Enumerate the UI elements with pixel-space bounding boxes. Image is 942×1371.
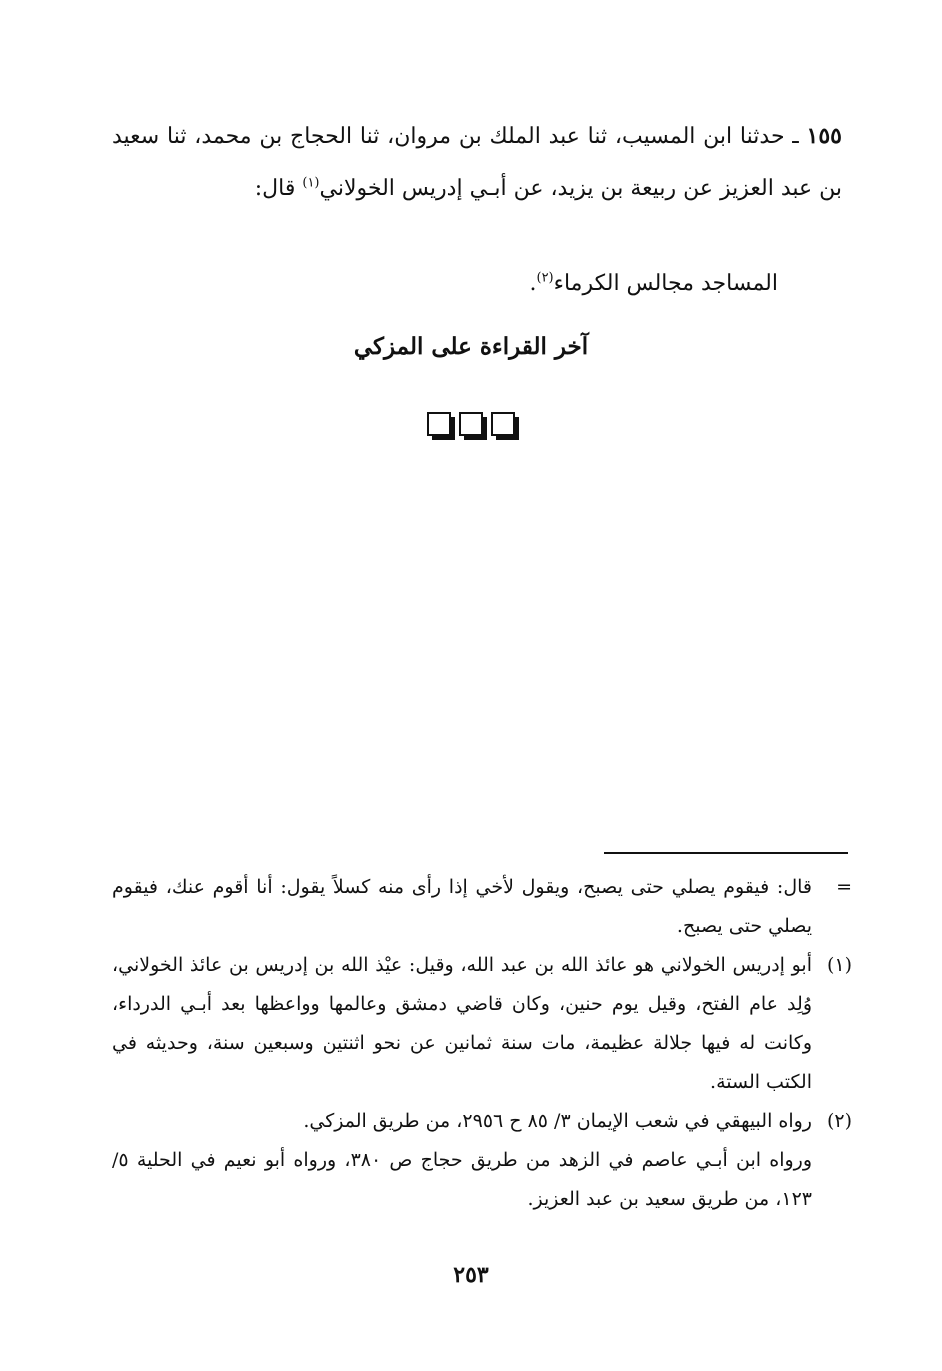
footnote-text: قال: فيقوم يصلي حتى يصبح، ويقول لأخي إذا رأى منه كسلاً يقول: أنا أقوم عنك، فيقوم يصلي حتى يصبح.	[112, 876, 812, 937]
hadith-saying	[112, 262, 778, 306]
footnotes	[112, 868, 852, 1219]
footnote-ref-2: (٢)	[536, 270, 554, 286]
footnote-continued	[112, 868, 852, 946]
hadith-number: ١٥٥	[806, 123, 842, 149]
square-ornament-icon	[491, 412, 515, 436]
footnote-1	[112, 946, 852, 1102]
section-divider-ornament	[0, 412, 942, 436]
footnote-2-continued	[112, 1141, 852, 1219]
section-end-title: آخر القراءة على المزكي	[353, 333, 589, 360]
footnote-text: ورواه ابن أبـي عاصم في الزهد من طريق حجاج ص ٣٨٠، ورواه أبو نعيم في الحلية ٥/ ١٢٣، من طريق سعيد بن عبد العزيز.	[112, 1149, 812, 1210]
hadith-paragraph	[112, 110, 842, 215]
footnote-mark: (١)	[826, 954, 852, 976]
footnote-ref-1: (١)	[302, 175, 320, 191]
hadith-isnad: ـ حدثنا ابن المسيب، ثنا عبد الملك بن مروان، ثنا الحجاج بن محمد، ثنا سعيد بن عبد العزيز عن ربيعة بن يزيد، عن أبـي إدريس الخولاني	[112, 124, 842, 201]
page-number: ٢٥٣	[453, 1262, 489, 1288]
footnote-text: رواه البيهقي في شعب الإيمان ٣/ ٨٥ ح ٢٩٥٦، من طريق المزكي.	[303, 1110, 812, 1132]
saying-end: .	[529, 271, 537, 296]
footnote-2	[112, 1102, 852, 1141]
square-ornament-icon	[427, 412, 451, 436]
footnote-mark: (٢)	[826, 1110, 852, 1132]
footnote-text: أبو إدريس الخولاني هو عائذ الله بن عبد الله، وقيل: عيْذ الله بن إدريس بن عائذ الخولاني، وُلِد عام الفتح، وقيل يوم حنين، وكان قاضي دمشق وعالمها وواعظها بعد أبـي الدرداء، وكانت له فيها جلالة عظيمة، مات سنة ثمانين عن نحو اثنتين وسبعين سنة، وحديثه في الكتب الستة.	[112, 954, 812, 1093]
hadith-qala: قال:	[254, 176, 303, 201]
footnote-mark	[812, 1141, 852, 1219]
saying-text: المساجد مجالس الكرماء	[553, 271, 778, 296]
footnote-separator	[604, 852, 848, 854]
square-ornament-icon	[459, 412, 483, 436]
footnote-mark: =	[836, 876, 852, 898]
